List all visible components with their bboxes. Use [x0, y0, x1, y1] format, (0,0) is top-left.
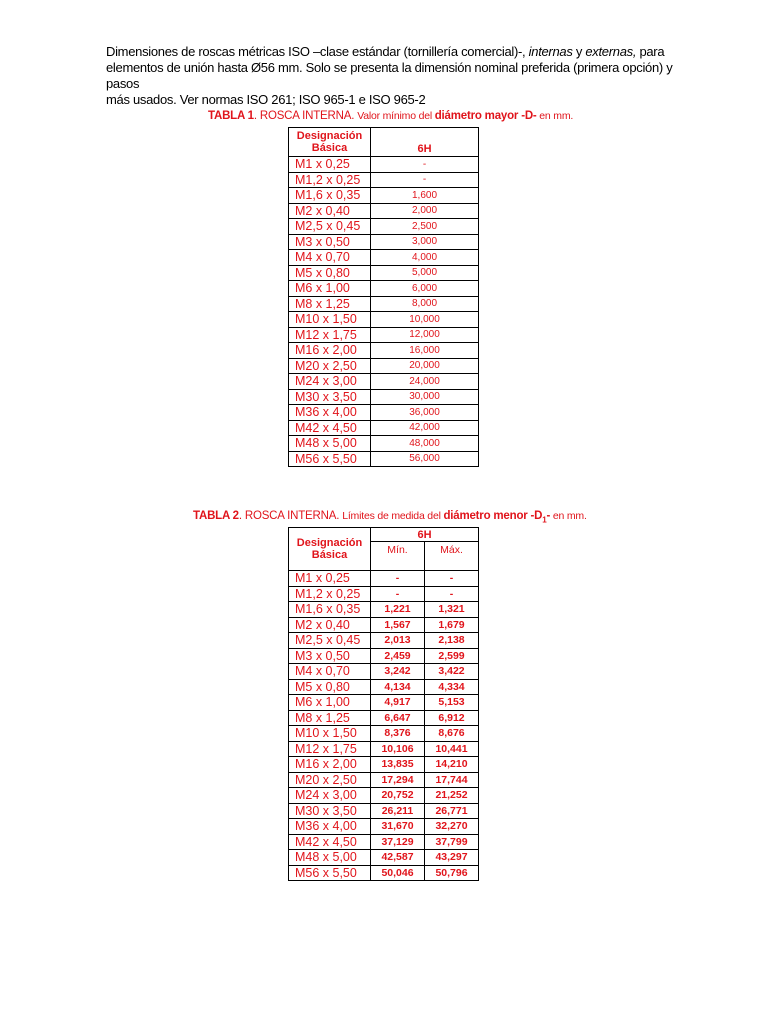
intro-paragraph: [106, 44, 706, 108]
row-max: 1,321: [425, 602, 479, 618]
row-min: 26,211: [371, 803, 425, 819]
table-row: [289, 250, 479, 266]
table-row: [289, 420, 479, 436]
row-min: 50,046: [371, 865, 425, 881]
table2-caption-text3: en mm.: [550, 510, 587, 522]
row-designation: M48 x 5,00: [289, 436, 371, 452]
row-value: 36,000: [371, 405, 479, 421]
intro-line-1-pre: Dimensiones de roscas métricas ISO –clase estándar (tornillería comercial)-,: [106, 44, 529, 59]
row-value: 16,000: [371, 343, 479, 359]
row-designation: M24 x 3,00: [289, 788, 371, 804]
table-row: [289, 617, 479, 633]
row-value: 6,000: [371, 281, 479, 297]
table-row: [289, 234, 479, 250]
row-value: 5,000: [371, 265, 479, 281]
row-designation: M4 x 0,70: [289, 664, 371, 680]
row-designation: M10 x 1,50: [289, 312, 371, 328]
row-designation: M8 x 1,25: [289, 710, 371, 726]
table1-header-row: [289, 128, 479, 157]
row-value: 56,000: [371, 451, 479, 467]
table-row: [289, 741, 479, 757]
table-row: [289, 405, 479, 421]
table-row: [289, 327, 479, 343]
row-max: 17,744: [425, 772, 479, 788]
row-value: -: [371, 172, 479, 188]
table2-caption-label: TABLA 2: [193, 510, 239, 522]
row-value: 30,000: [371, 389, 479, 405]
intro-internas: internas: [528, 44, 573, 59]
row-designation: M12 x 1,75: [289, 327, 371, 343]
row-value: 42,000: [371, 420, 479, 436]
row-min: 13,835: [371, 757, 425, 773]
row-designation: M1 x 0,25: [289, 571, 371, 587]
table2-header-designation: Designación Básica: [289, 528, 371, 571]
table2-caption-text2: Límites de medida del: [342, 510, 444, 522]
row-min: 42,587: [371, 850, 425, 866]
table1-header-class: 6H: [371, 128, 479, 157]
row-min: 4,917: [371, 695, 425, 711]
row-value: 48,000: [371, 436, 479, 452]
row-value: 24,000: [371, 374, 479, 390]
row-designation: M1,2 x 0,25: [289, 172, 371, 188]
row-max: 2,599: [425, 648, 479, 664]
table2-header-max: Máx.: [425, 542, 479, 571]
row-value: 10,000: [371, 312, 479, 328]
table1-caption-text1: . ROSCA INTERNA.: [253, 110, 358, 122]
row-value: 3,000: [371, 234, 479, 250]
table-row: [289, 389, 479, 405]
row-designation: M2,5 x 0,45: [289, 219, 371, 235]
row-designation: M20 x 2,50: [289, 772, 371, 788]
row-designation: M20 x 2,50: [289, 358, 371, 374]
table-row: [289, 834, 479, 850]
table-row: [289, 296, 479, 312]
table-row: [289, 219, 479, 235]
table2-header-min: Mín.: [371, 542, 425, 571]
row-designation: M2 x 0,40: [289, 617, 371, 633]
row-designation: M36 x 4,00: [289, 819, 371, 835]
row-max: 37,799: [425, 834, 479, 850]
table1-caption-bold: diámetro mayor -D-: [434, 110, 537, 122]
table-row: [289, 819, 479, 835]
table-row: [289, 788, 479, 804]
row-value: 8,000: [371, 296, 479, 312]
row-max: 43,297: [425, 850, 479, 866]
table-row: [289, 586, 479, 602]
row-value: 2,000: [371, 203, 479, 219]
row-min: 20,752: [371, 788, 425, 804]
row-max: 14,210: [425, 757, 479, 773]
table-row: [289, 633, 479, 649]
row-designation: M5 x 0,80: [289, 679, 371, 695]
table-row: [289, 203, 479, 219]
row-max: 6,912: [425, 710, 479, 726]
row-designation: M10 x 1,50: [289, 726, 371, 742]
table2-caption-bold: diámetro menor -D: [443, 510, 543, 522]
row-min: -: [371, 571, 425, 587]
row-max: 4,334: [425, 679, 479, 695]
row-max: 32,270: [425, 819, 479, 835]
row-designation: M16 x 2,00: [289, 343, 371, 359]
table1: [288, 127, 479, 467]
row-max: 26,771: [425, 803, 479, 819]
table2-header-row-1: [289, 528, 479, 542]
row-designation: M1,2 x 0,25: [289, 586, 371, 602]
row-designation: M30 x 3,50: [289, 803, 371, 819]
row-min: 10,106: [371, 741, 425, 757]
table-row: [289, 436, 479, 452]
row-min: 31,670: [371, 819, 425, 835]
table-row: [289, 648, 479, 664]
table-row: [289, 358, 479, 374]
row-value: 12,000: [371, 327, 479, 343]
table-row: [289, 850, 479, 866]
row-min: -: [371, 586, 425, 602]
intro-line-3: más usados. Ver normas ISO 261; ISO 965-1 e ISO 965-2: [106, 92, 426, 107]
row-max: 5,153: [425, 695, 479, 711]
table-row: [289, 281, 479, 297]
row-designation: M42 x 4,50: [289, 420, 371, 436]
row-max: 21,252: [425, 788, 479, 804]
row-designation: M6 x 1,00: [289, 695, 371, 711]
row-designation: M48 x 5,00: [289, 850, 371, 866]
row-designation: M1,6 x 0,35: [289, 602, 371, 618]
row-designation: M2 x 0,40: [289, 203, 371, 219]
row-min: 1,221: [371, 602, 425, 618]
row-max: 10,441: [425, 741, 479, 757]
row-value: 4,000: [371, 250, 479, 266]
table-row: [289, 757, 479, 773]
row-designation: M56 x 5,50: [289, 865, 371, 881]
intro-line-1-post: para: [636, 44, 665, 59]
row-designation: M36 x 4,00: [289, 405, 371, 421]
row-min: 4,134: [371, 679, 425, 695]
table2-caption-bold2: -: [546, 510, 551, 522]
row-designation: M30 x 3,50: [289, 389, 371, 405]
row-designation: M8 x 1,25: [289, 296, 371, 312]
table-row: [289, 343, 479, 359]
row-designation: M4 x 0,70: [289, 250, 371, 266]
row-max: -: [425, 586, 479, 602]
row-value: 20,000: [371, 358, 479, 374]
row-max: 8,676: [425, 726, 479, 742]
row-min: 3,242: [371, 664, 425, 680]
table1-body: [289, 157, 479, 467]
table1-caption: [208, 110, 573, 122]
row-min: 17,294: [371, 772, 425, 788]
row-designation: M3 x 0,50: [289, 648, 371, 664]
table-row: [289, 374, 479, 390]
row-max: 3,422: [425, 664, 479, 680]
table-row: [289, 695, 479, 711]
table1-caption-label: TABLA 1: [208, 110, 254, 122]
table2-header-class: 6H: [371, 528, 479, 542]
table-row: [289, 188, 479, 204]
row-value: 1,600: [371, 188, 479, 204]
table-row: [289, 265, 479, 281]
row-designation: M5 x 0,80: [289, 265, 371, 281]
intro-externas: externas,: [585, 44, 637, 59]
intro-line-1: [106, 44, 706, 60]
row-min: 8,376: [371, 726, 425, 742]
table-row: [289, 679, 479, 695]
table-row: [289, 571, 479, 587]
row-max: 1,679: [425, 617, 479, 633]
row-min: 37,129: [371, 834, 425, 850]
row-designation: M56 x 5,50: [289, 451, 371, 467]
row-designation: M24 x 3,00: [289, 374, 371, 390]
table-row: [289, 451, 479, 467]
table2-caption-text1: . ROSCA INTERNA.: [238, 510, 343, 522]
table-row: [289, 602, 479, 618]
row-value: -: [371, 157, 479, 173]
table-row: [289, 172, 479, 188]
table-row: [289, 157, 479, 173]
table-row: [289, 803, 479, 819]
intro-line-2: elementos de unión hasta Ø56 mm. Solo se presenta la dimensión nominal preferida (primera opción) y pasos: [106, 60, 673, 91]
row-min: 2,013: [371, 633, 425, 649]
table2-caption-sub: 1: [542, 515, 547, 525]
row-min: 6,647: [371, 710, 425, 726]
row-designation: M42 x 4,50: [289, 834, 371, 850]
row-designation: M1,6 x 0,35: [289, 188, 371, 204]
table1-caption-text3: en mm.: [536, 110, 574, 122]
row-designation: M1 x 0,25: [289, 157, 371, 173]
row-max: 2,138: [425, 633, 479, 649]
table-row: [289, 726, 479, 742]
row-min: 1,567: [371, 617, 425, 633]
row-designation: M12 x 1,75: [289, 741, 371, 757]
row-max: -: [425, 571, 479, 587]
table-row: [289, 664, 479, 680]
table-row: [289, 710, 479, 726]
table2-caption: [193, 510, 587, 524]
row-designation: M16 x 2,00: [289, 757, 371, 773]
table-row: [289, 772, 479, 788]
table2: [288, 527, 479, 881]
row-designation: M2,5 x 0,45: [289, 633, 371, 649]
table1-header-designation: Designación Básica: [289, 128, 371, 157]
table-row: [289, 312, 479, 328]
table1-caption-text2: Valor mínimo del: [357, 110, 435, 122]
intro-y: y: [572, 44, 586, 59]
table2-body: [289, 571, 479, 881]
table-row: [289, 865, 479, 881]
row-designation: M6 x 1,00: [289, 281, 371, 297]
row-max: 50,796: [425, 865, 479, 881]
row-designation: M3 x 0,50: [289, 234, 371, 250]
row-value: 2,500: [371, 219, 479, 235]
row-min: 2,459: [371, 648, 425, 664]
